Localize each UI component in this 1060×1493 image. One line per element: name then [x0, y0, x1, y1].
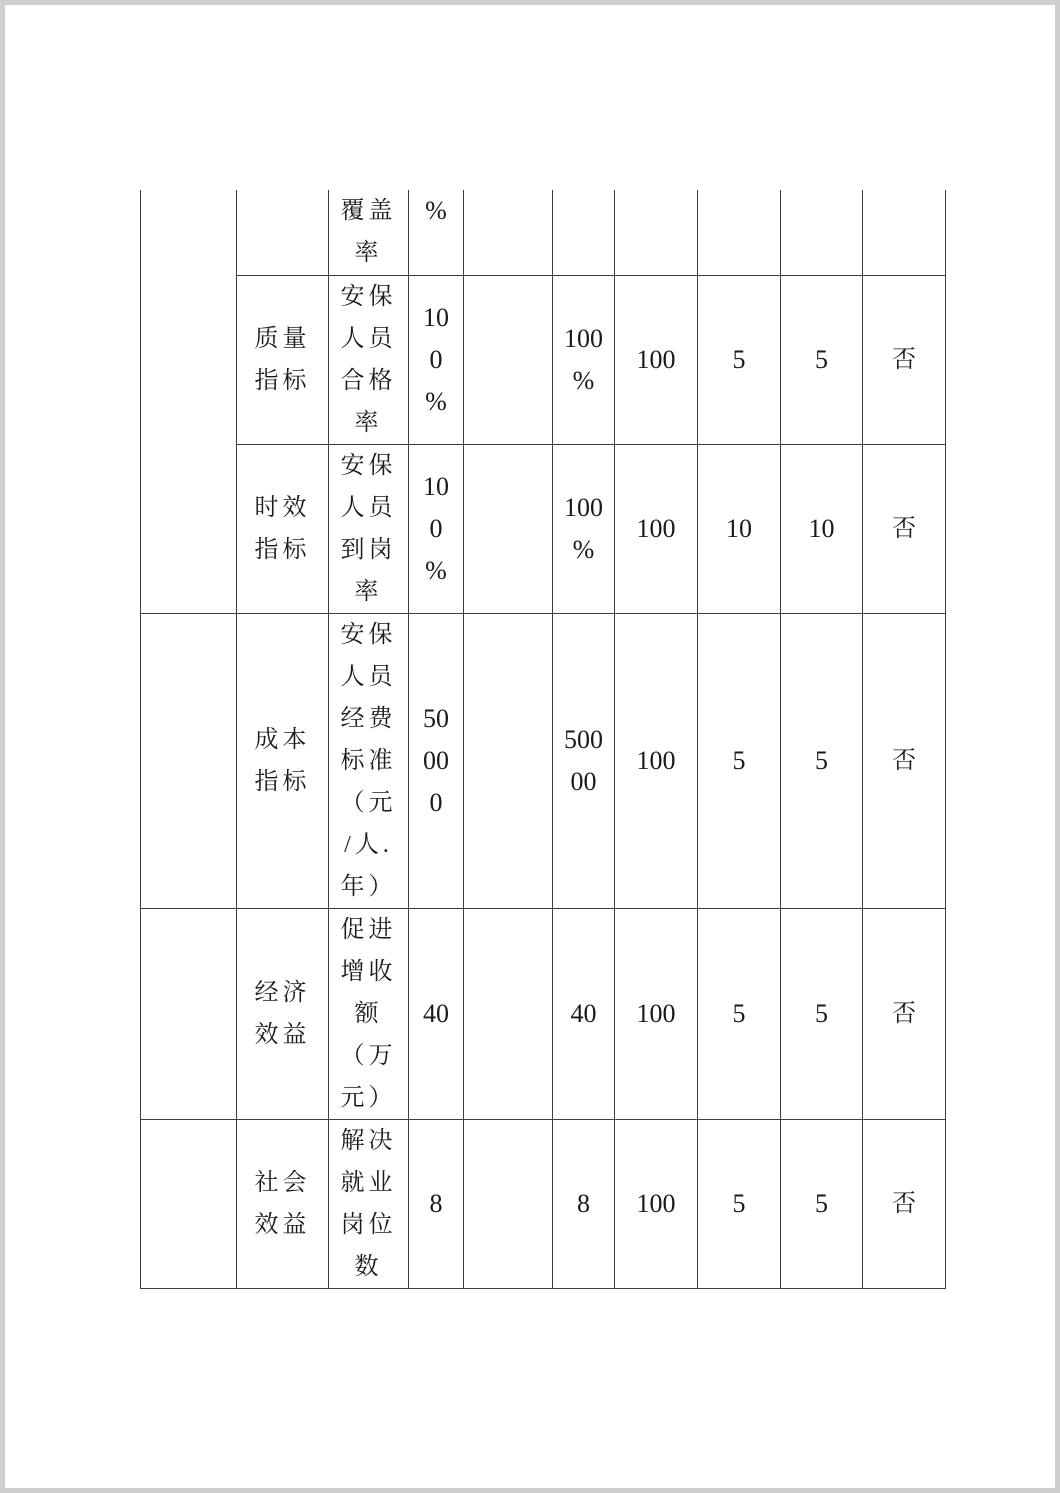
target-value: 40: [423, 998, 449, 1028]
flag-cell: [863, 275, 946, 444]
empty-cell: [141, 1119, 237, 1288]
indicator-name: 时效指标: [254, 494, 311, 563]
flag-value: 否: [892, 515, 916, 542]
weight-value: 5: [732, 745, 746, 775]
score-value: 10: [808, 513, 835, 543]
indicator-name-cell: [237, 908, 329, 1119]
weight-cell: [698, 1119, 781, 1288]
indicator-name: 质量指标: [254, 325, 311, 394]
empty-cell: [464, 1119, 553, 1288]
metric-name-cell: [329, 908, 409, 1119]
rate-value: 100: [636, 998, 676, 1028]
indicator-name-cell: [237, 275, 329, 444]
actual-value-cell: [553, 1119, 615, 1288]
table-row: [141, 613, 946, 908]
actual-value-cell: [553, 444, 615, 613]
indicator-name-cell: [237, 1119, 329, 1288]
empty-cell: [781, 190, 863, 275]
target-value-cell: [409, 613, 464, 908]
rate-cell: [615, 908, 698, 1119]
weight-value: 5: [732, 998, 746, 1028]
table-row: [141, 1119, 946, 1288]
empty-cell: [464, 275, 553, 444]
flag-cell: [863, 1119, 946, 1288]
score-value: 5: [815, 1188, 828, 1218]
score-cell: [781, 275, 863, 444]
metric-name-cell: [329, 613, 409, 908]
empty-cell: [464, 190, 553, 275]
target-value-cell: [409, 444, 464, 613]
empty-cell: [237, 190, 329, 275]
metric-name: 促进增收额（万元）: [340, 916, 397, 1111]
metric-name: 安保人员经费标准（元/人.年）: [340, 621, 397, 900]
weight-cell: [698, 275, 781, 444]
score-value: 5: [815, 344, 828, 374]
rate-value: 100: [636, 513, 676, 543]
table-row: [141, 444, 946, 613]
metric-name-cell: [329, 190, 409, 275]
empty-cell: [615, 190, 698, 275]
table-row: [141, 275, 946, 444]
metric-name-cell: [329, 275, 409, 444]
weight-cell: [698, 444, 781, 613]
rate-cell: [615, 1119, 698, 1288]
metric-name: 安保人员合格率: [340, 283, 397, 436]
empty-cell: [553, 190, 615, 275]
weight-cell: [698, 613, 781, 908]
score-cell: [781, 908, 863, 1119]
rate-value: 100: [636, 1188, 676, 1218]
actual-value-cell: [553, 275, 615, 444]
empty-cell: [698, 190, 781, 275]
flag-value: 否: [892, 1190, 916, 1217]
metric-name-cell: [329, 1119, 409, 1288]
target-value-cell: [409, 1119, 464, 1288]
actual-value: 50000: [564, 724, 603, 796]
indicator-name: 社会效益: [254, 1169, 311, 1238]
actual-value: 40: [570, 998, 597, 1028]
actual-value: 100%: [564, 492, 603, 564]
rate-cell: [615, 444, 698, 613]
target-value: 8: [429, 1188, 443, 1218]
target-value: 100%: [423, 302, 449, 416]
indicator-table: [140, 190, 946, 1289]
actual-value-cell: [553, 908, 615, 1119]
actual-value: 8: [577, 1188, 590, 1218]
empty-cell: [863, 190, 946, 275]
empty-cell: [141, 908, 237, 1119]
rate-value: 100: [636, 745, 676, 775]
flag-value: 否: [892, 346, 916, 373]
actual-value: 100%: [564, 323, 603, 395]
score-cell: [781, 444, 863, 613]
metric-name: 解决就业岗位数: [340, 1127, 397, 1280]
rate-cell: [615, 275, 698, 444]
empty-cell: [464, 908, 553, 1119]
metric-name-cell: [329, 444, 409, 613]
target-value: 50000: [423, 703, 449, 817]
flag-cell: [863, 908, 946, 1119]
indicator-name: 经济效益: [254, 979, 311, 1048]
target-value-cell: [409, 908, 464, 1119]
weight-value: 5: [732, 344, 746, 374]
metric-name: 覆盖率: [340, 198, 397, 266]
flag-value: 否: [892, 1000, 916, 1027]
empty-cell: [141, 613, 237, 908]
weight-value: 10: [726, 513, 752, 543]
indicator-name: 成本指标: [254, 726, 311, 795]
flag-cell: [863, 444, 946, 613]
indicator-name-cell: [237, 444, 329, 613]
empty-cell: [464, 613, 553, 908]
target-value: %: [425, 196, 447, 225]
empty-cell: [464, 444, 553, 613]
score-cell: [781, 1119, 863, 1288]
table-row: [141, 908, 946, 1119]
target-value-cell: [409, 190, 464, 275]
metric-name: 安保人员到岗率: [340, 452, 397, 605]
indicator-name-cell: [237, 613, 329, 908]
score-value: 5: [815, 998, 828, 1028]
target-value: 100%: [423, 471, 449, 585]
empty-cell: [141, 190, 237, 613]
rate-value: 100: [636, 344, 676, 374]
flag-value: 否: [892, 747, 916, 774]
target-value-cell: [409, 275, 464, 444]
table-row: [141, 190, 946, 275]
weight-cell: [698, 908, 781, 1119]
score-value: 5: [815, 745, 828, 775]
actual-value-cell: [553, 613, 615, 908]
rate-cell: [615, 613, 698, 908]
flag-cell: [863, 613, 946, 908]
weight-value: 5: [732, 1188, 746, 1218]
score-cell: [781, 613, 863, 908]
